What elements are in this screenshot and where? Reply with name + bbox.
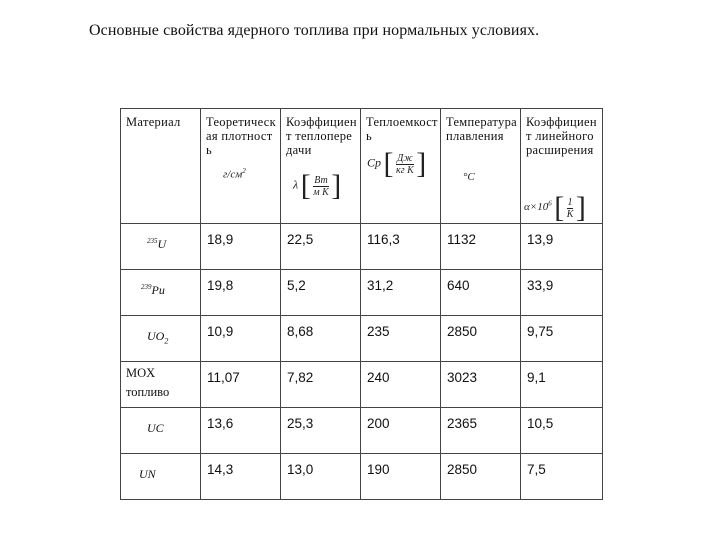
header-unit: $г/см^2$ xyxy=(223,167,246,181)
value-cell: 19,8 xyxy=(201,270,281,316)
table-row xyxy=(121,362,603,408)
header-expansion xyxy=(521,109,603,224)
header-heat-capacity xyxy=(361,109,441,224)
value-cell: 8,68 xyxy=(281,316,361,362)
value-cell: 3023 xyxy=(441,362,521,408)
table-row xyxy=(121,408,603,454)
value-cell: 240 xyxy=(361,362,441,408)
value-cell: 190 xyxy=(361,454,441,500)
value-cell: 11,07 xyxy=(201,362,281,408)
value-cell: 25,3 xyxy=(281,408,361,454)
header-unit-fraction: λ [ Вт м К ] xyxy=(293,169,342,202)
value-cell: 235 xyxy=(361,316,441,362)
value-cell: 18,9 xyxy=(201,224,281,270)
header-unit: °C xyxy=(463,171,475,183)
value-cell: 9,75 xyxy=(521,316,603,362)
material-cell: UC xyxy=(121,408,201,454)
properties-table xyxy=(120,108,603,500)
value-cell: 33,9 xyxy=(521,270,603,316)
header-heat-transfer xyxy=(281,109,361,224)
header-unit-fraction: Cp [ Дж кг К ] xyxy=(367,147,427,180)
header-density xyxy=(201,109,281,224)
value-cell: 9,1 xyxy=(521,362,603,408)
material-cell: $UO_2$ xyxy=(121,316,201,362)
table-row xyxy=(121,454,603,500)
value-cell: 10,9 xyxy=(201,316,281,362)
header-label: Материал xyxy=(126,115,181,129)
header-label: Коэффициент линейного расширения xyxy=(526,115,597,157)
table-row xyxy=(121,270,603,316)
value-cell: 7,82 xyxy=(281,362,361,408)
header-material xyxy=(121,109,201,224)
value-cell: 31,2 xyxy=(361,270,441,316)
value-cell: 2850 xyxy=(441,454,521,500)
material-cell: MOX топливо xyxy=(121,362,201,408)
value-cell: 1132 xyxy=(441,224,521,270)
value-cell: 116,3 xyxy=(361,224,441,270)
value-cell: 2850 xyxy=(441,316,521,362)
value-cell: 5,2 xyxy=(281,270,361,316)
header-melting-point xyxy=(441,109,521,224)
material-cell: $^{235}$U xyxy=(121,224,201,270)
material-cell: $^{239}$Pu xyxy=(121,270,201,316)
value-cell: 13,0 xyxy=(281,454,361,500)
page-title: Основные свойства ядерного топлива при нормальных условиях. xyxy=(89,22,540,39)
value-cell: 10,5 xyxy=(521,408,603,454)
header-label: Коэффициент теплопередачи xyxy=(286,115,357,157)
value-cell: 2365 xyxy=(441,408,521,454)
table-row xyxy=(121,316,603,362)
table-row xyxy=(121,224,603,270)
value-cell: 22,5 xyxy=(281,224,361,270)
value-cell: 14,3 xyxy=(201,454,281,500)
header-label: Теоретическая плотность xyxy=(206,115,276,157)
value-cell: 7,5 xyxy=(521,454,603,500)
header-label: Теплоемкость xyxy=(366,115,438,143)
value-cell: 13,9 xyxy=(521,224,603,270)
header-label: Температура плавления xyxy=(446,115,517,143)
table-header-row xyxy=(121,109,603,224)
value-cell: 200 xyxy=(361,408,441,454)
value-cell: 13,6 xyxy=(201,408,281,454)
value-cell: 640 xyxy=(441,270,521,316)
header-unit-fraction: $\alpha\times 10^6$ [ $\frac{1}{K}$ ] xyxy=(524,191,586,224)
material-cell: UN xyxy=(121,454,201,500)
